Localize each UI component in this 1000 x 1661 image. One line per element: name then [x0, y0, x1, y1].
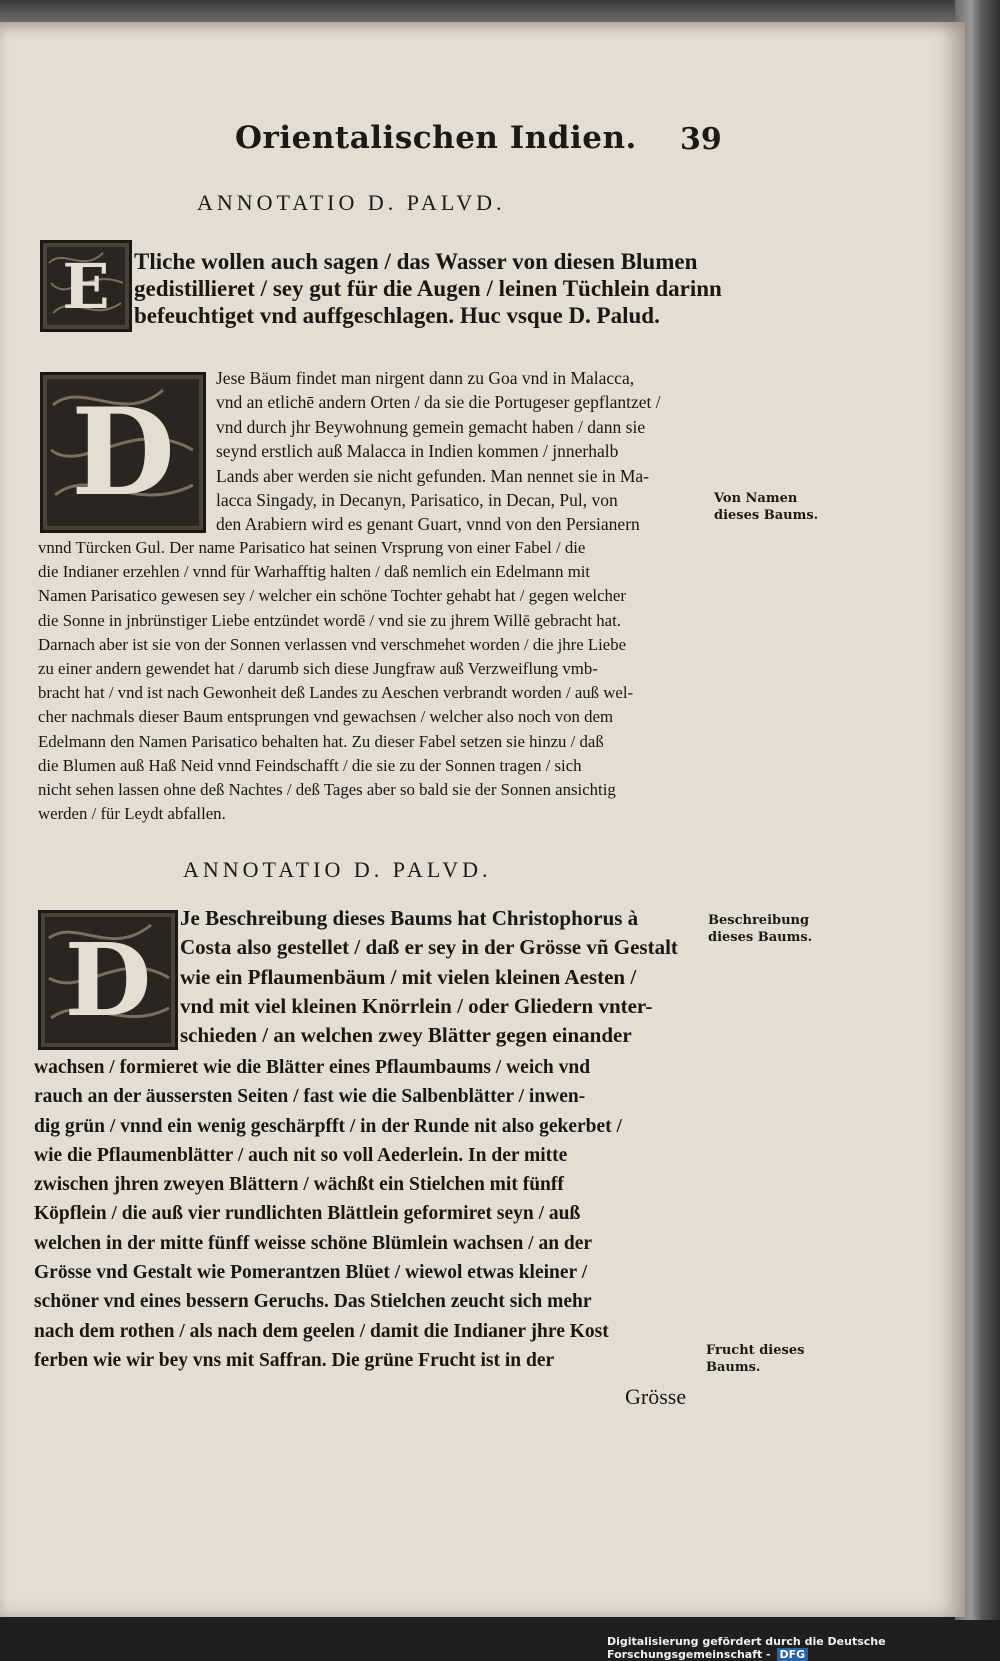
- text-line: wie ein Pflaumenbäum / mit vielen kleinen Aesten /: [180, 964, 637, 989]
- scanner-top-edge: [0, 0, 1000, 24]
- catchword: Grösse: [625, 1384, 687, 1409]
- marginal-line: Von Namen: [714, 491, 798, 506]
- text-line: dig grün / vnnd ein wenig geschärpfft / in der Runde nit also gekerbet /: [34, 1115, 622, 1137]
- text-line: werden / für Leydt abfallen.: [38, 804, 226, 824]
- dropcap-letter: D: [64, 921, 152, 1039]
- text-line: schieden / an welchen zwey Blätter gegen einander: [180, 1023, 632, 1048]
- dropcap-e: [40, 240, 132, 332]
- text-line: rauch an der äussersten Seiten / fast wie die Salbenblätter / inwen-: [34, 1086, 586, 1108]
- text-line: nicht sehen lassen ohne deß Nachtes / deß Tages aber so bald sie der Sonnen ansichtig: [38, 780, 616, 800]
- text-line: Costa also gestellet / daß er sey in der Grösse vñ Gestalt: [180, 935, 678, 960]
- annotation-heading-2: ANNOTATIO D. PALVD.: [183, 857, 492, 882]
- marginal-note-names: [714, 490, 818, 524]
- text-line: schöner vnd eines bessern Geruchs. Das Stielchen zeucht sich mehr: [34, 1291, 592, 1313]
- text-line: Grösse vnd Gestalt wie Pomerantzen Blüet / wiewol etwas kleiner /: [34, 1262, 588, 1284]
- marginal-line: Beschreibung: [708, 913, 810, 928]
- dropcap-letter: E: [62, 249, 110, 323]
- text-line: cher nachmals dieser Baum entsprungen vnd gewachsen / welcher also noch von dem: [38, 707, 614, 727]
- text-line: wachsen / formieret wie die Blätter eines Pflaumbaums / weich vnd: [34, 1057, 591, 1078]
- dfg-logo-icon: DFG: [777, 1648, 809, 1661]
- text-line: Tliche wollen auch sagen / das Wasser von diesen Blumen: [134, 249, 698, 274]
- text-line: Jese Bäum findet man nirgent dann zu Goa vnd in Malacca,: [216, 368, 635, 388]
- text-line: vnd an etlichē andern Orten / da sie die Portugeser gepflantzet /: [216, 392, 661, 413]
- page-number: 39: [680, 122, 722, 157]
- dropcap-d-1: [40, 372, 206, 533]
- text-line: nach dem rothen / als nach dem geelen / damit die Indianer jhre Kost: [34, 1320, 609, 1342]
- text-line: befeuchtiget vnd auffgeschlagen. Huc vsque D. Palud.: [134, 303, 660, 328]
- text-line: die Blumen auß Haß Neid vnnd Feindschafft / die sie zu der Sonnen tragen / sich: [38, 755, 582, 775]
- text-line: Lands aber werden sie nicht gefunden. Man nennet sie in Ma-: [216, 465, 649, 486]
- text-line: gedistillieret / sey gut für die Augen / leinen Tüchlein darinn: [134, 276, 722, 301]
- text-line: Edelmann den Namen Parisatico behalten hat. Zu dieser Fabel setzen sie hinzu / daß: [38, 731, 604, 751]
- text-line: Köpflein / die auß vier rundlichten Blättlein geformiret seyn / auß: [34, 1203, 581, 1225]
- digitization-credit: [607, 1635, 1000, 1661]
- text-line: bracht hat / vnd ist nach Gewonheit deß Landes zu Aeschen verbrandt worden / auß wel-: [38, 683, 634, 703]
- text-line: zwischen jhren zweyen Blättern / wächßt ein Stielchen mit fünff: [34, 1174, 564, 1196]
- text-line: welchen in der mitte fünff weisse schöne Blümlein wachsen / an der: [34, 1232, 593, 1254]
- dropcap-d-2: [38, 910, 178, 1050]
- text-line: lacca Singady, in Decanyn, Parisatico, in Decan, Pul, von: [216, 490, 618, 511]
- text-line: die Sonne in jnbrünstiger Liebe entzündet wordē / vnd sie zu jhrem Willē gebracht hat.: [38, 610, 621, 630]
- paragraph-description-lower: [34, 1053, 622, 1375]
- text-line: die Indianer erzehlen / vnnd für Warhafftig halten / daß nemlich ein Edelmann mit: [38, 562, 591, 582]
- marginal-line: dieses Baums.: [714, 508, 819, 523]
- text-line: vnnd Türcken Gul. Der name Parisatico hat seinen Vrsprung von einer Fabel / die: [38, 538, 586, 557]
- text-line: zu einer andern gewendet hat / darumb sich diese Jungfraw auß Verzweiflung vmb-: [38, 659, 598, 679]
- paragraph-main-lower: [38, 536, 633, 826]
- paragraph-description-upper: [180, 904, 678, 1050]
- paragraph-main-upper: [216, 366, 661, 537]
- text-line: Je Beschreibung dieses Baums hat Christophorus à: [180, 906, 639, 930]
- text-line: vnd mit viel kleinen Knörrlein / oder Gliedern vnter-: [180, 993, 653, 1018]
- text-line: ferben wie wir bey vns mit Saffran. Die grüne Frucht ist in der: [34, 1349, 555, 1371]
- paragraph-annotation-1: [134, 248, 722, 329]
- text-line: wie die Pflaumenblätter / auch nit so voll Aederlein. In der mitte: [34, 1144, 568, 1166]
- marginal-line: Baums.: [706, 1360, 761, 1375]
- text-line: den Arabiern wird es genant Guart, vnnd von den Persianern: [216, 514, 640, 535]
- text-line: Namen Parisatico gewesen sey / welcher ein schöne Tochter gehabt hat / gegen welcher: [38, 586, 626, 606]
- dropcap-letter: D: [70, 382, 176, 523]
- text-line: seynd erstlich auß Malacca in Indien kommen / jnnerhalb: [216, 441, 619, 462]
- text-line: Darnach aber ist sie von der Sonnen verlassen vnd verschmehet worden / die jhre Liebe: [38, 634, 627, 654]
- annotation-heading-1: ANNOTATIO D. PALVD.: [197, 190, 506, 215]
- marginal-line: dieses Baums.: [708, 930, 813, 945]
- marginal-note-fruit: [706, 1342, 804, 1376]
- text-line: vnd durch jhr Beywohnung gemein gemacht haben / dann sie: [216, 416, 646, 437]
- running-header: Orientalischen Indien.: [235, 120, 637, 156]
- marginal-note-description: [708, 912, 812, 946]
- credit-text: Digitalisierung gefördert durch die Deutsche Forschungsgemeinschaft -: [607, 1635, 886, 1661]
- marginal-line: Frucht dieses: [706, 1343, 805, 1358]
